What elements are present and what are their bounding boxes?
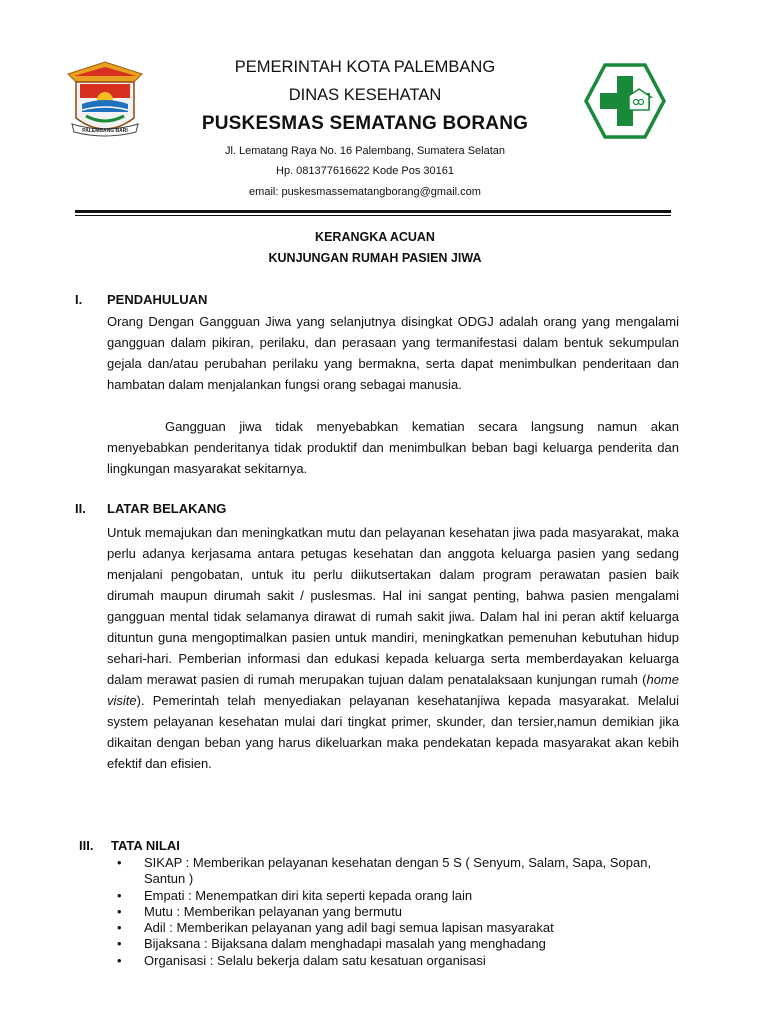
header-government: PEMERINTAH KOTA PALEMBANG bbox=[234, 58, 496, 76]
section-1-paragraph-1: Orang Dengan Gangguan Jiwa yang selanjutnya disingkat ODGJ adalah orang yang mengalami gangguan dalam pikiran, perilaku, dan perasaan yang termanifestasi dalam bentuk sekumpulan gejala dan/atau perubahan perilaku yang bermakna, serta dapat menimbulkan penderitaan dan hambatan dalam menjalankan fungsi orang sebagai manusia. bbox=[107, 314, 679, 392]
section-2-paragraph bbox=[107, 522, 679, 774]
list-item bbox=[117, 936, 687, 952]
section-2-number: II. bbox=[75, 501, 86, 516]
list-item-text: Mutu : Memberikan pelayanan yang bermutu bbox=[144, 903, 402, 919]
document-title: KERANGKA ACUAN bbox=[315, 230, 435, 244]
section-1-number: I. bbox=[75, 292, 83, 307]
list-item bbox=[117, 953, 687, 969]
bullet-icon: • bbox=[117, 855, 122, 870]
header-institution: PUSKESMAS SEMATANG BORANG bbox=[201, 113, 529, 134]
header-email: email: puskesmassematangborang@gmail.com bbox=[249, 186, 481, 198]
section-1-paragraph-2: Gangguan jiwa tidak menyebabkan kematian secara langsung namun akan menyebabkan penderitanya tidak produktif dan menimbulkan beban bagi keluarga penderita dan lingkungan masyarakat sekitarnya. bbox=[107, 419, 679, 476]
section-2-text-part-2: ). Pemerintah telah menyediakan pelayanan kesehatanjiwa kepada masyarakat. Melalui system pelayanan kesehatan mulai dari tingkat primer, skunder, dan tersier,namun demikian jika dikaitan dengan beban yang harus dikeluarkan maka pendekatan kepada masyarakat akan kebih efektif dan efisien. bbox=[107, 693, 679, 771]
document-subtitle: KUNJUNGAN RUMAH PASIEN JIWA bbox=[268, 251, 482, 265]
header-divider-thin bbox=[75, 215, 671, 216]
list-item-text: Adil : Memberikan pelayanan yang adil bagi semua lapisan masyarakat bbox=[144, 920, 554, 936]
emblem-ribbon-text: PALEMBANG BARI bbox=[82, 128, 128, 134]
section-3-heading: TATA NILAI bbox=[111, 838, 180, 853]
bullet-icon: • bbox=[117, 920, 122, 936]
section-2-text-part-1: Untuk memajukan dan meningkatkan mutu dan pelayanan kesehatan jiwa pada masyarakat, maka perlu adanya kerjasama antara petugas kesehatan dan anggota keluarga pasien yang sedang menjalani pengobatan, untuk itu perlu diikutsertakan dalam program perawatan pasien baik dirumah maupun dirumah sakit / puslesmas. Hal ini sangat penting, bahwa pasien mengalami gangguan mental tidak selamanya dirawat di rumah sakit jiwa. Dalam hal ini peran aktif keluarga dituntun guna mengoptimalkan pasien untuk mandiri, meningkatkan pemenuhan kebutuhan hidup sehari-hari. Pemberian informasi dan edukasi kepada keluarga serta memberdayakan keluarga dalam merawat pasien di rumah merupakan tujuan dalam penatalaksaan kunjungan rumah ( bbox=[107, 525, 679, 687]
header-department: DINAS KESEHATAN bbox=[288, 86, 442, 104]
list-item-text: SIKAP : Memberikan pelayanan kesehatan dengan 5 S ( Senyum, Salam, Sapa, Sopan, Santun ) bbox=[144, 855, 652, 887]
header-divider-thick bbox=[75, 210, 671, 213]
section-2-heading: LATAR BELAKANG bbox=[107, 501, 227, 516]
section-1-heading: PENDAHULUAN bbox=[107, 292, 208, 307]
list-item bbox=[117, 920, 687, 936]
puskesmas-hexagon-icon bbox=[583, 62, 667, 140]
values-list bbox=[117, 855, 687, 969]
list-item-text: Organisasi : Selalu bekerja dalam satu kesatuan organisasi bbox=[144, 952, 486, 968]
bullet-icon: • bbox=[117, 887, 122, 903]
list-item bbox=[117, 855, 687, 888]
list-item bbox=[117, 904, 687, 920]
list-item bbox=[117, 888, 687, 904]
bullet-icon: • bbox=[117, 903, 122, 919]
section-3-number: III. bbox=[79, 838, 94, 853]
section-2-italic-term: home visite bbox=[107, 672, 679, 708]
bullet-icon: • bbox=[117, 936, 122, 952]
bullet-icon: • bbox=[117, 952, 122, 968]
palembang-emblem-icon bbox=[64, 60, 146, 142]
header-phone: Hp. 081377616622 Kode Pos 30161 bbox=[276, 165, 454, 177]
puskesmas-logo bbox=[583, 62, 667, 140]
list-item-text: Bijaksana : Bijaksana dalam menghadapi masalah yang menghadang bbox=[144, 936, 546, 952]
list-item-text: Empati : Menempatkan diri kita seperti kepada orang lain bbox=[144, 887, 473, 903]
header-address: Jl. Lematang Raya No. 16 Palembang, Sumatera Selatan bbox=[224, 145, 506, 157]
palembang-emblem-logo bbox=[64, 60, 146, 142]
